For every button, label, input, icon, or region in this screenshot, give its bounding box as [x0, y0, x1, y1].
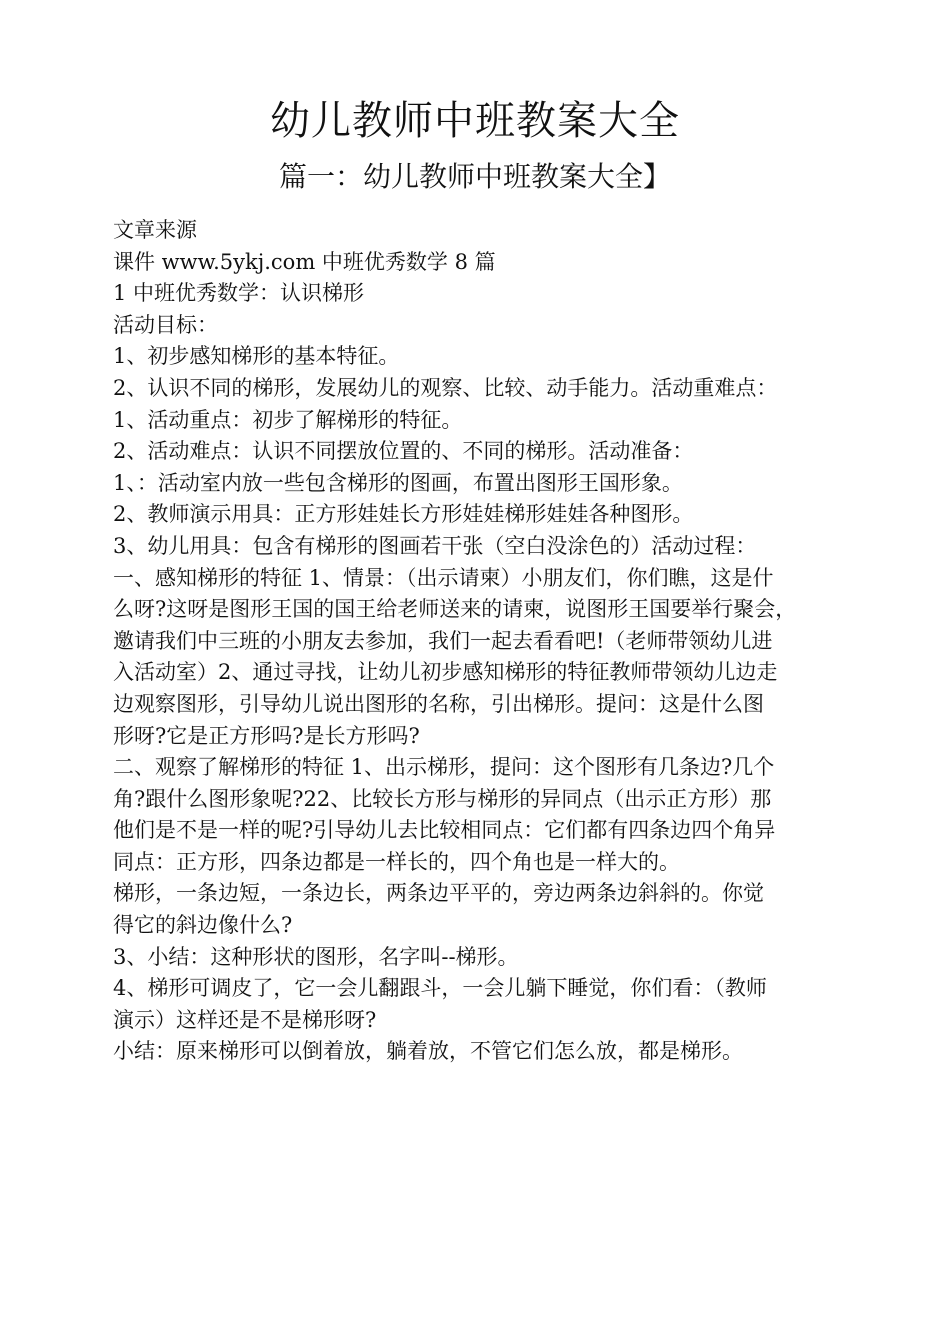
- text-line: 文章来源: [113, 218, 197, 242]
- text-line: 得它的斜边像什么?: [113, 913, 293, 938]
- text-line: 1、活动重点：初步了解梯形的特征。: [113, 407, 463, 432]
- text-line: 同点：正方形，四条边都是一样长的，四个角也是一样大的。: [113, 849, 680, 874]
- text-line: 二、观察了解梯形的特征 1、出示梯形，提问：这个图形有几条边?几个: [113, 755, 775, 780]
- text-line: 角?跟什么图形象呢?22、比较长方形与梯形的异同点（出示正方形）那: [113, 786, 772, 811]
- text-line: 1、初步感知梯形的基本特征。: [113, 344, 400, 369]
- text-line: 活动目标：: [113, 312, 218, 337]
- text-line: 他们是不是一样的呢?引导幼儿去比较相同点：它们都有四条边四个角异: [113, 818, 776, 843]
- text-line: 课件 www.5ykj.com 中班优秀数学 8 篇: [113, 249, 496, 274]
- text-line: 入活动室）2、通过寻找，让幼儿初步感知梯形的特征教师带领幼儿边走: [113, 660, 778, 685]
- text-line: 边观察图形，引导幼儿说出图形的名称，引出梯形。提问：这是什么图: [113, 691, 764, 716]
- text-line: 4、梯形可调皮了，它一会儿翻跟斗，一会儿躺下睡觉，你们看：（教师: [113, 976, 767, 1001]
- text-line: 小结：原来梯形可以倒着放，躺着放，不管它们怎么放，都是梯形。: [113, 1039, 743, 1064]
- text-line: 1、：活动室内放一些包含梯形的图画，布置出图形王国形象。: [113, 470, 683, 495]
- document-body: [113, 215, 853, 1068]
- text-line: 么呀?这呀是图形王国的国王给老师送来的请柬，说图形王国要举行聚会，: [113, 597, 797, 622]
- text-line: 3、幼儿用具：包含有梯形的图画若干张（空白没涂色的）活动过程：: [113, 533, 757, 558]
- text-line: 1 中班优秀数学：认识梯形: [113, 281, 365, 306]
- text-line: 邀请我们中三班的小朋友去参加，我们一起去看看吧!（老师带领幼儿进: [113, 628, 773, 653]
- text-line: 2、活动难点：认识不同摆放位置的、不同的梯形。活动准备：: [113, 439, 694, 464]
- document-title: 幼儿教师中班教案大全: [270, 98, 680, 144]
- text-line: 3、小结：这种形状的图形，名字叫--梯形。: [113, 944, 519, 969]
- text-line: 梯形，一条边短，一条边长，两条边平平的，旁边两条边斜斜的。你觉: [113, 881, 764, 906]
- text-line: 演示）这样还是不是梯形呀?: [113, 1007, 377, 1032]
- text-line: 形呀?它是正方形吗?是长方形吗?: [113, 723, 420, 748]
- document-subtitle: 篇一：幼儿教师中班教案大全】: [278, 160, 671, 193]
- text-line: 2、认识不同的梯形，发展幼儿的观察、比较、动手能力。活动重难点：: [113, 375, 778, 400]
- text-line: 一、感知梯形的特征 1、情景：（出示请柬）小朋友们，你们瞧，这是什: [113, 565, 774, 590]
- text-line: 2、教师演示用具：正方形娃娃长方形娃娃梯形娃娃各种图形。: [113, 502, 694, 527]
